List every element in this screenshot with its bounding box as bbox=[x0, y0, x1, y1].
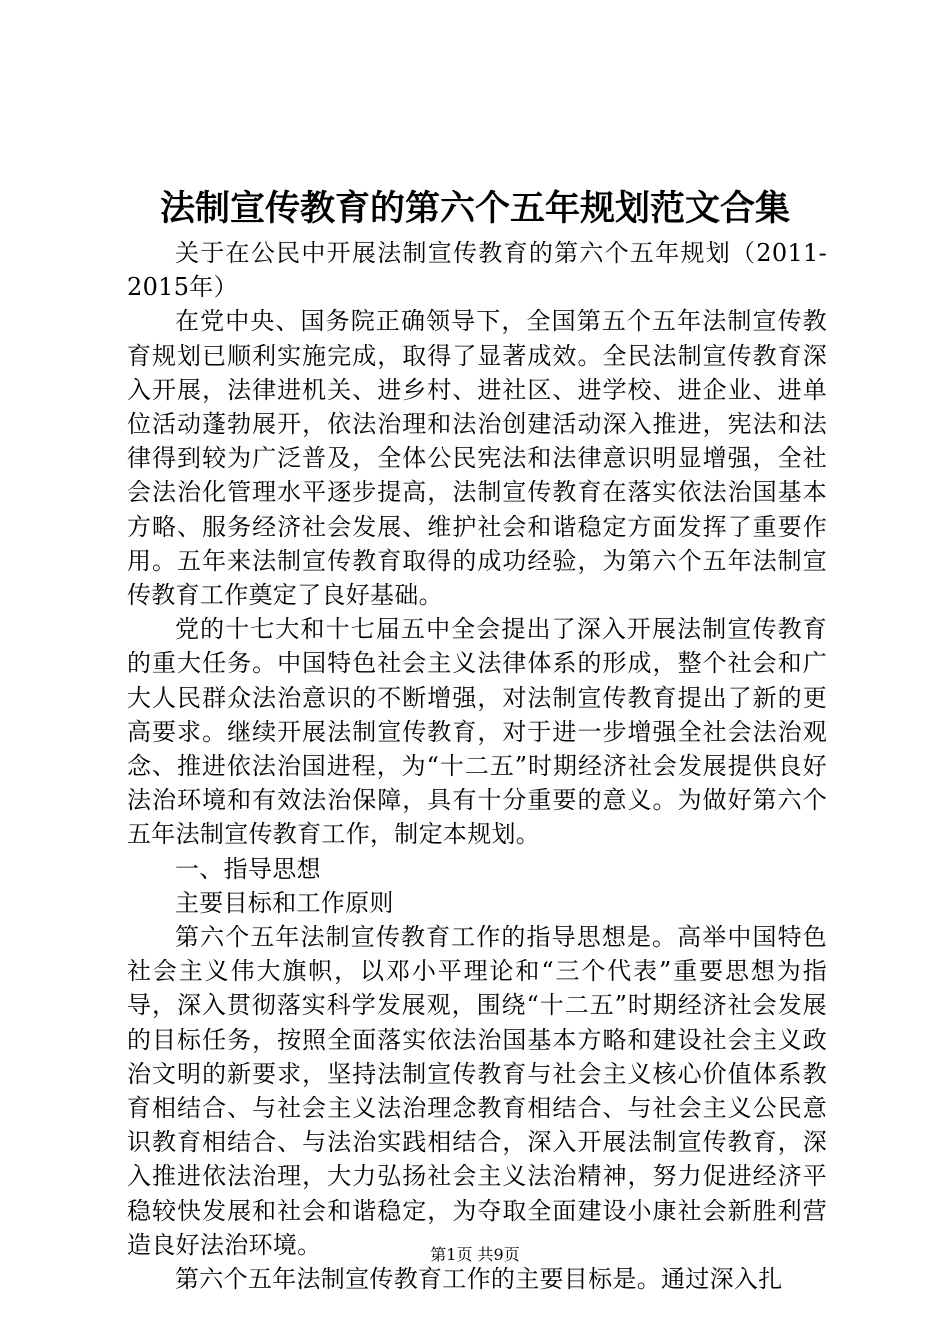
section-heading-goals-principles: 主要目标和工作原则 bbox=[175, 888, 394, 917]
document-body bbox=[127, 236, 827, 1296]
page-footer: 第1页 共9页 bbox=[430, 1245, 520, 1264]
paragraph-main-goals: 第六个五年法制宣传教育工作的主要目标是。通过深入扎 bbox=[175, 1265, 783, 1294]
paragraph-guiding-thought: 第六个五年法制宣传教育工作的指导思想是。高举中国特色社会主义伟大旗帜，以邓小平理论和“三个代表”重要思想为指导，深入贯彻落实科学发展观，围绕“十二五”时期经济社会发展的目标任务，按照全面落实依法治国基本方略和建设社会主义政治文明的新要求，坚持法制宣传教育与社会主义核心价值体系教育相结合、与社会主义法治理念教育相结合、与社会主义公民意识教育相结合、与法治实践相结合，深入开展法制宣传教育，深入推进依法治理，大力弘扬社会主义法治精神，努力促进经济平稳较快发展和社会和谐稳定，为夺取全面建设小康社会新胜利营造良好法治环境。 bbox=[127, 923, 827, 1259]
paragraph-tasks: 党的十七大和十七届五中全会提出了深入开展法制宣传教育的重大任务。中国特色社会主义法律体系的形成，整个社会和广大人民群众法治意识的不断增强，对法制宣传教育提出了新的更高要求。继续开展法制宣传教育，对于进一步增强全社会法治观念、推进依法治国进程，为“十二五”时期经济社会发展提供良好法治环境和有效法治保障，具有十分重要的意义。为做好第六个五年法制宣传教育工作，制定本规划。 bbox=[127, 615, 827, 849]
section-heading-guiding-thought: 一、指导思想 bbox=[175, 854, 321, 883]
document-title: 法制宣传教育的第六个五年规划范文合集 bbox=[159, 188, 790, 229]
paragraph-plan-title: 关于在公民中开展法制宣传教育的第六个五年规划（2011-2015年） bbox=[127, 239, 827, 302]
paragraph-achievements: 在党中央、国务院正确领导下，全国第五个五年法制宣传教育规划已顺利实施完成，取得了显著成效。全民法制宣传教育深入开展，法律进机关、进乡村、进社区、进学校、进企业、进单位活动蓬勃展开，依法治理和法治创建活动深入推进，宪法和法律得到较为广泛普及，全体公民宪法和法律意识明显增强，全社会法治化管理水平逐步提高，法制宣传教育在落实依法治国基本方略、服务经济社会发展、维护社会和谐稳定方面发挥了重要作用。五年来法制宣传教育取得的成功经验，为第六个五年法制宣传教育工作奠定了良好基础。 bbox=[127, 307, 827, 610]
